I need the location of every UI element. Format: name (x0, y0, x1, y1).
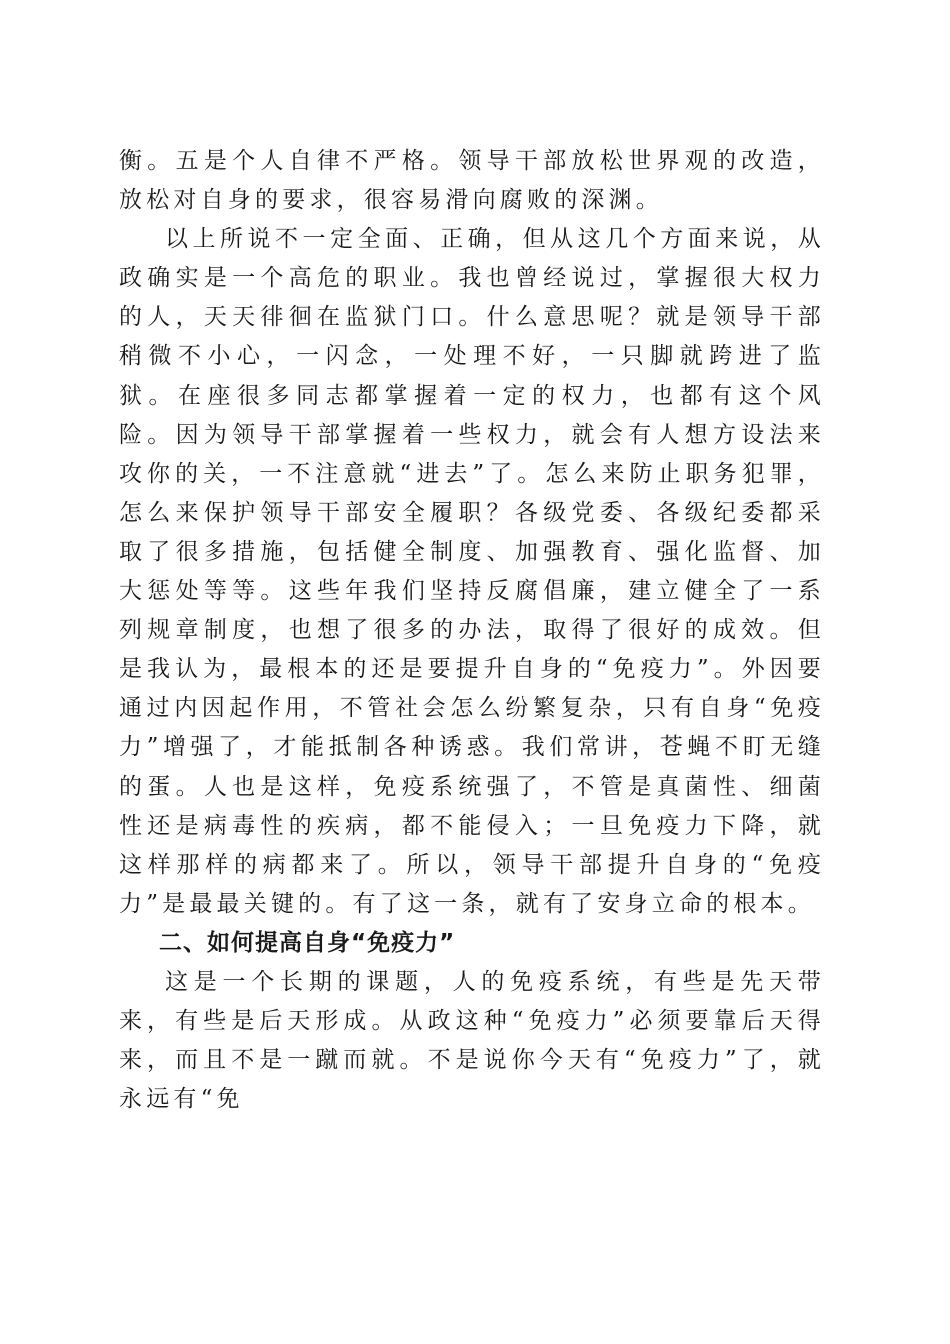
paragraph-high-risk-profession: 以上所说不一定全面、正确，但从这几个方面来说，从政确实是一个高危的职业。我也曾经说过，掌握很大权力的人，天天徘徊在监狱门口。什么意思呢？就是领导干部稍微不小心，一闪念，一处理不好，一只脚就跨进了监狱。在座很多同志都掌握着一定的权力，也都有这个风险。因为领导干部掌握着一些权力，就会有人想方设法来攻你的关，一不注意就“进去”了。怎么来防止职务犯罪，怎么来保护领导干部安全履职？各级党委、各级纪委都采取了很多措施，包括健全制度、加强教育、强化监督、加大惩处等等。这些年我们坚持反腐倡廉，建立健全了一系列规章制度，也想了很多的办法，取得了很好的成效。但是我认为，最根本的还是要提升自身的“免疫力”。外因要通过内因起作用，不管社会怎么纷繁复杂，只有自身“免疫力”增强了，才能抵制各种诱惑。我们常讲，苍蝇不盯无缝的蛋。人也是这样，免疫系统强了，不管是真菌性、细菌性还是病毒性的疾病，都不能侵入；一旦免疫力下降，就这样那样的病都来了。所以，领导干部提升自身的“免疫力”是最最关键的。有了这一条，就有了安身立命的根本。 (119, 226, 825, 917)
document-page (119, 142, 825, 1119)
paragraph-immunity-long-term: 这是一个长期的课题，人的免疫系统，有些是先天带来，有些是后天形成。从政这种“免疫力”必须要靠后天得来，而且不是一蹴而就。不是说你今天有“免疫力”了，就永远有“免 (119, 968, 825, 1113)
paragraph-continuation: 衡。五是个人自律不严格。领导干部放松世界观的改造，放松对自身的要求，很容易滑向腐败的深渊。 (119, 148, 825, 214)
section-heading: 二、如何提高自身“免疫力” (159, 929, 456, 956)
